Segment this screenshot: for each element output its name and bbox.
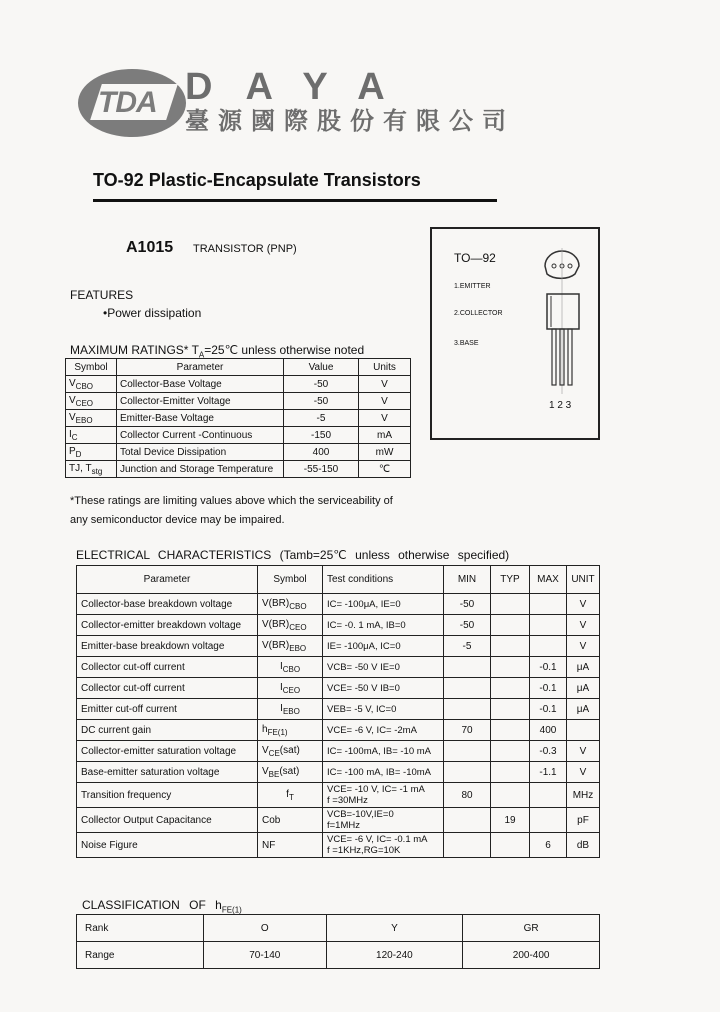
symbol-cell: $V(BR)_{CBO}$	[258, 594, 323, 615]
unit-cell: pF	[567, 808, 600, 833]
unit-cell: μA	[567, 699, 600, 720]
value-cell: -55-150	[284, 461, 359, 478]
table-row	[66, 427, 411, 444]
test-condition-cell: IC= -100μA, IE=0	[323, 594, 444, 615]
range-cell: 200-400	[463, 942, 600, 969]
symbol-cell: $V(BR)_{EBO}$	[258, 636, 323, 657]
table-row	[77, 762, 600, 783]
test-condition-cell: VCE= -6 V, IC= -2mA	[323, 720, 444, 741]
electrical-characteristics-title: ELECTRICAL CHARACTERISTICS (Tamb=25℃ unless otherwise specified)	[76, 548, 510, 562]
range-row	[77, 942, 600, 969]
unit-cell: dB	[567, 833, 600, 858]
parameter-cell: Emitter-Base Voltage	[117, 410, 284, 427]
symbol-cell: $V_{CE}(sat)$	[258, 741, 323, 762]
min-cell	[444, 657, 491, 678]
symbol-cell: $h_{FE(1)}$	[258, 720, 323, 741]
parameter-cell: Noise Figure	[77, 833, 258, 858]
unit-cell: μA	[567, 657, 600, 678]
unit-cell: ℃	[359, 461, 411, 478]
column-header: Symbol	[66, 359, 117, 376]
pin-label-collector: 2.COLLECTOR	[454, 310, 503, 317]
max-cell: 400	[530, 720, 567, 741]
transistor-outline-icon	[537, 244, 587, 409]
min-cell	[444, 699, 491, 720]
column-header: TYP	[491, 566, 530, 594]
parameter-cell: Emitter cut-off current	[77, 699, 258, 720]
symbol-cell: $V(BR)_{CEO}$	[258, 615, 323, 636]
symbol-cell: TJ, $T_{stg}$	[66, 461, 117, 478]
test-condition-cell: VEB= -5 V, IC=0	[323, 699, 444, 720]
parameter-cell: Collector-emitter breakdown voltage	[77, 615, 258, 636]
feature-item: •Power dissipation	[103, 306, 202, 320]
unit-cell: μA	[567, 678, 600, 699]
table-row	[77, 636, 600, 657]
typ-cell	[491, 833, 530, 858]
logo-mark: TDA	[98, 86, 157, 119]
min-cell: 70	[444, 720, 491, 741]
unit-cell: V	[359, 410, 411, 427]
unit-cell: mW	[359, 444, 411, 461]
typ-cell	[491, 615, 530, 636]
pin-label-emitter: 1.EMITTER	[454, 283, 491, 290]
symbol-cell: $I_C$	[66, 427, 117, 444]
parameter-cell: Collector-Base Voltage	[117, 376, 284, 393]
max-cell	[530, 808, 567, 833]
parameter-cell: Collector cut-off current	[77, 657, 258, 678]
part-description: TRANSISTOR (PNP)	[193, 243, 297, 255]
row-label: Rank	[77, 915, 204, 942]
max-cell: -0.1	[530, 657, 567, 678]
max-cell: -0.3	[530, 741, 567, 762]
max-cell	[530, 636, 567, 657]
min-cell: -5	[444, 636, 491, 657]
table-row	[77, 657, 600, 678]
column-header: Symbol	[258, 566, 323, 594]
column-header: Parameter	[117, 359, 284, 376]
range-cell: 70-140	[204, 942, 327, 969]
max-cell	[530, 594, 567, 615]
symbol-cell: $V_{CEO}$	[66, 393, 117, 410]
range-cell: 120-240	[326, 942, 463, 969]
row-label: Range	[77, 942, 204, 969]
min-cell	[444, 808, 491, 833]
table-row	[77, 678, 600, 699]
typ-cell	[491, 762, 530, 783]
table-row	[77, 833, 600, 858]
test-condition-cell: VCE= -10 V, IC= -1 mA f =30MHz	[323, 783, 444, 808]
parameter-cell: Collector Current -Continuous	[117, 427, 284, 444]
parameter-cell: Base-emitter saturation voltage	[77, 762, 258, 783]
column-header: UNIT	[567, 566, 600, 594]
typ-cell	[491, 678, 530, 699]
table-row	[77, 808, 600, 833]
company-name-chinese: 臺源國際股份有限公司	[185, 107, 515, 135]
test-condition-cell: VCE= -50 V IB=0	[323, 678, 444, 699]
parameter-cell: Collector-Emitter Voltage	[117, 393, 284, 410]
unit-cell: MHz	[567, 783, 600, 808]
typ-cell	[491, 720, 530, 741]
value-cell: -5	[284, 410, 359, 427]
value-cell: -50	[284, 376, 359, 393]
table-header-row	[66, 359, 411, 376]
min-cell	[444, 762, 491, 783]
table-row	[66, 410, 411, 427]
parameter-cell: Collector Output Capacitance	[77, 808, 258, 833]
unit-cell: V	[567, 594, 600, 615]
test-condition-cell: VCB= -50 V IE=0	[323, 657, 444, 678]
unit-cell: V	[567, 636, 600, 657]
parameter-cell: Transition frequency	[77, 783, 258, 808]
parameter-cell: Collector-base breakdown voltage	[77, 594, 258, 615]
column-header: Value	[284, 359, 359, 376]
symbol-cell: $P_D$	[66, 444, 117, 461]
unit-cell	[567, 720, 600, 741]
test-condition-cell: IE= -100μA, IC=0	[323, 636, 444, 657]
symbol-cell: $I_{EBO}$	[258, 699, 323, 720]
column-header: MIN	[444, 566, 491, 594]
typ-cell	[491, 594, 530, 615]
test-condition-cell: IC= -100 mA, IB= -10mA	[323, 762, 444, 783]
column-header: Test conditions	[323, 566, 444, 594]
features-heading: FEATURES	[70, 288, 134, 302]
pin-numbers: 1 2 3	[549, 400, 572, 411]
unit-cell: V	[567, 741, 600, 762]
pin-label-base: 3.BASE	[454, 340, 479, 347]
test-condition-cell: IC= -0. 1 mA, IB=0	[323, 615, 444, 636]
typ-cell	[491, 783, 530, 808]
max-ratings-title: MAXIMUM RATINGS* $T_A=25℃$ unless otherwise noted	[70, 343, 365, 360]
symbol-cell: $I_{CEO}$	[258, 678, 323, 699]
symbol-cell: $I_{CBO}$	[258, 657, 323, 678]
ratings-footnote: *These ratings are limiting values above which the serviceability of any semiconductor device may be impaired.	[70, 495, 393, 526]
table-row	[66, 444, 411, 461]
symbol-cell: $V_{CBO}$	[66, 376, 117, 393]
unit-cell: V	[359, 393, 411, 410]
classification-table	[76, 914, 600, 969]
max-cell: -0.1	[530, 699, 567, 720]
symbol-cell: NF	[258, 833, 323, 858]
document-title: TO-92 Plastic-Encapsulate Transistors	[93, 170, 421, 190]
table-row	[77, 783, 600, 808]
value-cell: -150	[284, 427, 359, 444]
unit-cell: V	[567, 762, 600, 783]
min-cell: 80	[444, 783, 491, 808]
parameter-cell: Collector cut-off current	[77, 678, 258, 699]
table-row	[66, 461, 411, 478]
table-row	[77, 720, 600, 741]
test-condition-cell: VCE= -6 V, IC= -0.1 mA f =1KHz,RG=10K	[323, 833, 444, 858]
typ-cell	[491, 741, 530, 762]
rank-cell: GR	[463, 915, 600, 942]
parameter-cell: Emitter-base breakdown voltage	[77, 636, 258, 657]
column-header: Units	[359, 359, 411, 376]
max-cell: -0.1	[530, 678, 567, 699]
table-row	[66, 393, 411, 410]
min-cell: -50	[444, 594, 491, 615]
table-row	[77, 741, 600, 762]
min-cell	[444, 741, 491, 762]
typ-cell: 19	[491, 808, 530, 833]
table-row	[77, 594, 600, 615]
parameter-cell: Total Device Dissipation	[117, 444, 284, 461]
unit-cell: V	[359, 376, 411, 393]
symbol-cell: $f_T$	[258, 783, 323, 808]
part-number: A1015	[126, 239, 174, 256]
parameter-cell: Collector-emitter saturation voltage	[77, 741, 258, 762]
title-divider	[93, 199, 497, 202]
table-row	[77, 615, 600, 636]
electrical-characteristics-table	[76, 565, 600, 858]
package-diagram	[430, 227, 600, 440]
symbol-cell: $V_{EBO}$	[66, 410, 117, 427]
min-cell: -50	[444, 615, 491, 636]
table-row	[77, 699, 600, 720]
parameter-cell: DC current gain	[77, 720, 258, 741]
typ-cell	[491, 657, 530, 678]
package-title: TO—92	[454, 251, 496, 265]
table-header-row	[77, 566, 600, 594]
symbol-cell: $V_{BE}(sat)$	[258, 762, 323, 783]
company-name: DAYA	[185, 66, 418, 108]
rank-cell: Y	[326, 915, 463, 942]
parameter-cell: Junction and Storage Temperature	[117, 461, 284, 478]
symbol-cell: Cob	[258, 808, 323, 833]
column-header: Parameter	[77, 566, 258, 594]
column-header: MAX	[530, 566, 567, 594]
unit-cell: V	[567, 615, 600, 636]
min-cell	[444, 833, 491, 858]
rank-cell: O	[204, 915, 327, 942]
test-condition-cell: VCB=-10V,IE=0 f=1MHz	[323, 808, 444, 833]
max-cell: 6	[530, 833, 567, 858]
value-cell: 400	[284, 444, 359, 461]
test-condition-cell: IC= -100mA, IB= -10 mA	[323, 741, 444, 762]
value-cell: -50	[284, 393, 359, 410]
rank-row	[77, 915, 600, 942]
max-cell	[530, 615, 567, 636]
min-cell	[444, 678, 491, 699]
table-row	[66, 376, 411, 393]
typ-cell	[491, 636, 530, 657]
max-cell	[530, 783, 567, 808]
unit-cell: mA	[359, 427, 411, 444]
max-cell: -1.1	[530, 762, 567, 783]
classification-title: CLASSIFICATION OF $h_{FE(1)}$	[82, 898, 242, 915]
max-ratings-table	[65, 358, 411, 478]
typ-cell	[491, 699, 530, 720]
